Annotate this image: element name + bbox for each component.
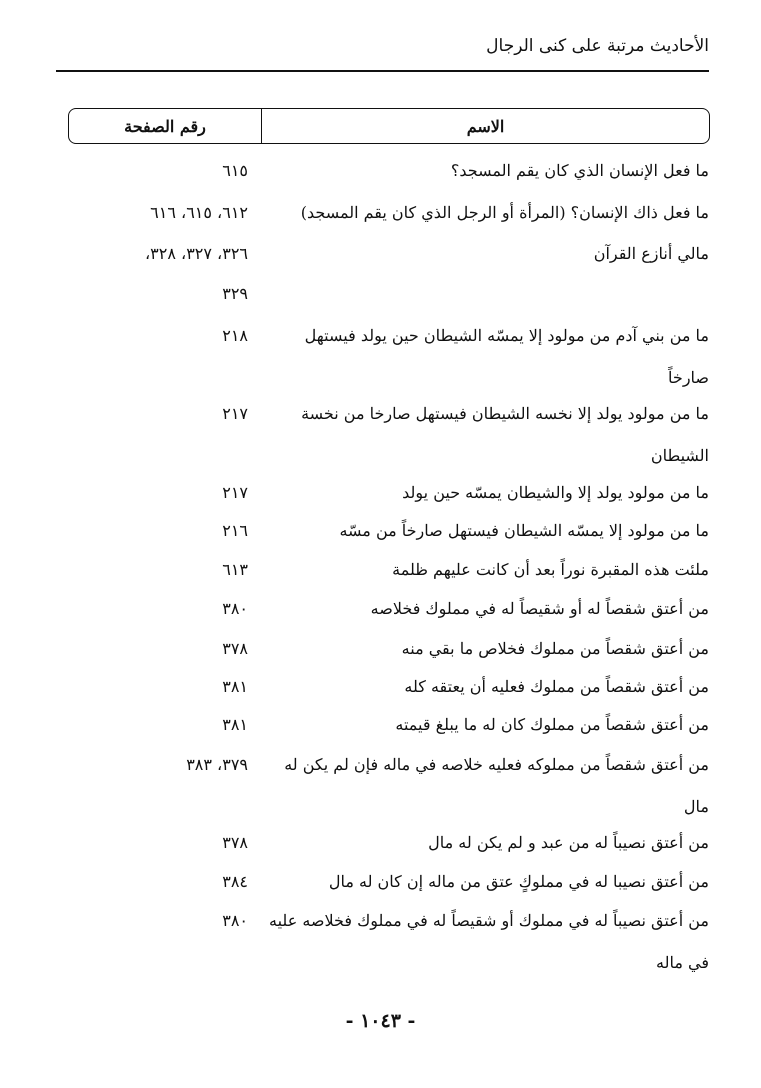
table-header	[68, 108, 710, 144]
index-row	[0, 704, 761, 744]
entry-name: من أعتق نصيباً له من عبد و لم يكن له مال	[428, 833, 709, 852]
index-row	[0, 192, 761, 232]
entry-name: ما من مولود يولد إلا نخسه الشيطان فيستهل صارخا من نخسة	[301, 404, 709, 423]
index-row	[0, 744, 761, 816]
header-rule	[56, 70, 709, 72]
index-row	[0, 628, 761, 668]
entry-name: من أعتق نصيبا له في مملوكٍ عتق من ماله إن كان له مال	[328, 872, 709, 891]
entry-page: ٣٧٨	[222, 833, 248, 852]
entry-name: ما من بني آدم من مولود إلا يمسّه الشيطان حين يولد فيستهل	[304, 326, 709, 345]
entry-page: ٦١٥	[222, 161, 248, 180]
entry-page: ٣٢٩	[222, 284, 248, 303]
index-row	[0, 588, 761, 628]
entry-name: ما من مولود يولد إلا والشيطان يمسّه حين يولد	[402, 483, 709, 502]
index-row	[0, 666, 761, 706]
entry-name-continuation: في ماله	[656, 953, 709, 972]
index-row	[0, 472, 761, 512]
entry-page: ٢١٧	[222, 483, 248, 502]
index-row	[0, 315, 761, 387]
entry-name: ما فعل ذاك الإنسان؟ (المرأة أو الرجل الذي كان يقم المسجد)	[300, 203, 709, 222]
index-row	[0, 233, 761, 273]
index-row	[0, 273, 761, 313]
entry-page: ٣٧٩، ٣٨٣	[186, 755, 248, 774]
entry-name: من أعتق شقصاً من مملوك فخلاص ما بقي منه	[401, 639, 709, 658]
entry-page: ٣٢٦، ٣٢٧، ٣٢٨،	[144, 244, 248, 263]
entry-page: ٢١٨	[222, 326, 248, 345]
entry-name-continuation: الشيطان	[650, 446, 709, 465]
entry-page: ٢١٧	[222, 404, 248, 423]
entry-name: من أعتق شقصاً له أو شقيصاً له في مملوك فخلاصه	[370, 599, 709, 618]
entry-name: مالي أنازع القرآن	[593, 244, 709, 263]
entry-page: ٣٨٠	[222, 911, 248, 930]
column-header-page: رقم الصفحة	[69, 109, 262, 143]
entry-name: من أعتق شقصاً من مملوك كان له ما يبلغ قيمته	[395, 715, 709, 734]
entry-page: ٣٨١	[222, 677, 248, 696]
index-row	[0, 861, 761, 901]
page-number: - ١٠٤٣ -	[345, 1010, 416, 1032]
entry-name: من أعتق شقصاً من مملوك فعليه أن يعتقه كله	[404, 677, 709, 696]
running-title: الأحاديث مرتبة على كنى الرجال	[486, 36, 709, 56]
entry-name: من أعتق نصيباً له في مملوك أو شقيصاً له في مملوك فخلاصه عليه	[268, 911, 709, 930]
entry-name-continuation: صارخاً	[668, 368, 709, 387]
entry-page: ٢١٦	[222, 521, 248, 540]
column-header-name: الاسم	[466, 116, 505, 136]
entry-page: ٦١٢، ٦١٥، ٦١٦	[150, 203, 248, 222]
entry-name: ما من مولود إلا يمسّه الشيطان فيستهل صارخاً من مسّه	[339, 521, 709, 540]
entry-page: ٣٨٠	[222, 599, 248, 618]
index-row	[0, 900, 761, 972]
index-row	[0, 549, 761, 589]
index-row	[0, 150, 761, 190]
index-row	[0, 822, 761, 862]
entry-page: ٦١٣	[222, 560, 248, 579]
entry-name-continuation: مال	[683, 797, 709, 816]
entry-name: ملئت هذه المقبرة نوراً بعد أن كانت عليهم ظلمة	[392, 560, 709, 579]
entry-page: ٣٧٨	[222, 639, 248, 658]
index-row	[0, 393, 761, 465]
index-row	[0, 510, 761, 550]
entry-page: ٣٨١	[222, 715, 248, 734]
entry-page: ٣٨٤	[222, 872, 248, 891]
entry-name: ما فعل الإنسان الذي كان يقم المسجد؟	[450, 161, 709, 180]
entry-name: من أعتق شقصاً من مملوكه فعليه خلاصه في ماله فإن لم يكن له	[284, 755, 709, 774]
